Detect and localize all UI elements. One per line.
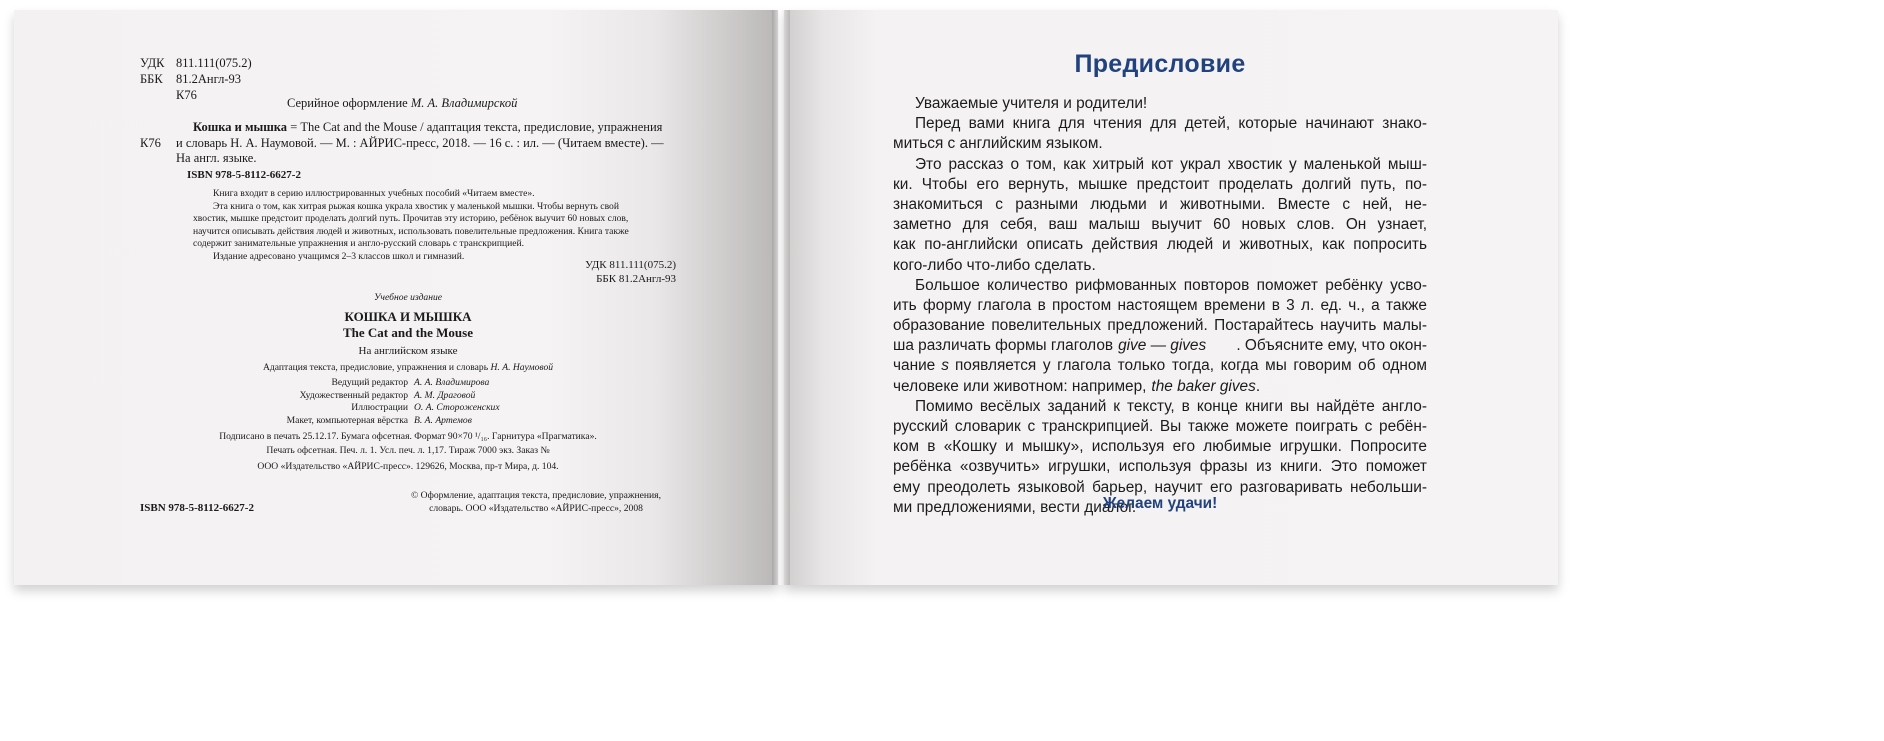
author-mark: К76 xyxy=(176,88,197,102)
credits xyxy=(230,377,590,427)
book-gutter xyxy=(772,10,790,585)
preface-line: Помимо весёлых заданий к тексту, в конце книги вы найдёте англо- xyxy=(915,397,1427,415)
preface-line: ки. Чтобы его вернуть, мышке предстоит проделать долгий путь, по- xyxy=(893,175,1427,193)
credit-role: Иллюстрации xyxy=(351,402,408,414)
isbn-top: ISBN 978-5-8112-6627-2 xyxy=(187,169,301,181)
bibliographic-line-3: На англ. языке. xyxy=(176,151,257,165)
annotation-line: содержит занимательные упражнения и англо-русский словарь с транскрипцией. xyxy=(193,238,525,250)
preface-line xyxy=(893,336,1427,356)
preface-line: ему преодолеть языковой барьер, научит его разговаривать небольши- xyxy=(893,478,1427,496)
preface-line: ми предложениями, вести диалог. xyxy=(893,498,1137,516)
annotation-line: Издание адресовано учащимся 2–3 классов школ и гимназий. xyxy=(213,250,465,262)
adaptation-prefix: Адаптация текста, предисловие, упражнения и словарь xyxy=(262,362,489,373)
credit-line xyxy=(230,415,590,428)
preface-segment: человеке или животном: например, xyxy=(893,377,1147,395)
preface-line: образование повелительных предложений. Постарайтесь научить малы- xyxy=(893,317,1427,335)
preface-line: Перед вами книга для чтения для детей, которые начинают знако- xyxy=(915,115,1427,133)
adaptation-line xyxy=(200,362,616,375)
preface-line: Уважаемые учителя и родители! xyxy=(915,95,1148,112)
print-info-line: ООО «Издательство «АЙРИС-пресс». 129626, Москва, пр-т Мира, д. 104. xyxy=(257,461,559,473)
udk-label: УДК xyxy=(140,56,165,70)
bbk-label: ББК xyxy=(140,72,163,86)
copyright-line: словарь. ООО «Издательство «АЙРИС-пресс», 2008 xyxy=(429,502,643,514)
credit-line xyxy=(230,390,590,403)
series-design-name: М. А. Владимирской xyxy=(410,96,518,110)
bbk-right: ББК 81.2Англ-93 xyxy=(596,273,676,285)
preface-line: заметно для себя, ваш малыш выучит 60 новых слов. Он узнает, xyxy=(893,216,1427,234)
bbk-value: 81.2Англ-93 xyxy=(176,72,241,86)
preface-segment: . Объясните ему, что окон- xyxy=(1236,337,1427,355)
credit-name: О. А. Стороженских xyxy=(414,402,500,414)
preface-line: миться с английским языком. xyxy=(893,135,1103,153)
annotation-line: Эта книга о том, как хитрая рыжая кошка украла хвостик у маленькой мышки. Чтобы вернуть свой xyxy=(213,200,619,212)
closing-wish: Желаем удачи! xyxy=(1102,495,1218,512)
preface-title: Предисловие xyxy=(1074,50,1246,78)
credit-line xyxy=(230,402,590,415)
preface-segment: чание xyxy=(893,357,936,375)
credit-line xyxy=(230,377,590,390)
credit-name: А. М. Драговой xyxy=(414,389,476,401)
credit-name: В. А. Артемов xyxy=(414,414,472,426)
annotation-line: хвостик, мышке предстоит проделать долгий путь. Прочитав эту историю, ребёнок выучит 60 новых слов, xyxy=(193,213,629,225)
preface-line xyxy=(893,377,1427,397)
preface-line: Это рассказ о том, как хитрый кот украл хвостик у маленькой мыш- xyxy=(915,155,1427,173)
preface-line xyxy=(893,356,1427,376)
preface-line: как по-английски описать действия людей и животных, как попросить xyxy=(893,236,1427,254)
adaptation-name: Н. А. Наумовой xyxy=(490,362,554,373)
preface-italic: the baker gives xyxy=(1151,377,1256,395)
edition-type: Учебное издание xyxy=(373,292,443,303)
credit-name: А. А. Владимирова xyxy=(414,377,490,388)
isbn-bottom: ISBN 978-5-8112-6627-2 xyxy=(140,502,254,514)
credit-role: Художественный редактор xyxy=(299,389,408,401)
bibliographic-mark: К76 xyxy=(140,136,161,150)
language-note: На английском языке xyxy=(358,345,458,357)
preface-line: кого-либо что-либо сделать. xyxy=(893,256,1096,274)
bibliographic-line-1-rest: = The Cat and the Mouse / адаптация текста, предисловие, упражнения xyxy=(287,120,663,134)
credit-role: Ведущий редактор xyxy=(331,377,408,388)
book-title-bold: Кошка и мышка xyxy=(193,120,288,134)
udk-right: УДК 811.111(075.2) xyxy=(585,259,676,271)
bibliographic-line-1 xyxy=(193,120,662,136)
series-design xyxy=(287,96,517,112)
print-info-line: Печать офсетная. Печ. л. 1. Усл. печ. л. 1,17. Тираж 7000 экз. Заказ № xyxy=(266,444,550,456)
copyright-line: © Оформление, адаптация текста, предисловие, упражнения, xyxy=(411,490,661,501)
preface-segment: появляется у глагола только тогда, когда мы говорим об одном xyxy=(954,357,1427,375)
print-info-line: Подписано в печать 25.12.17. Бумага офсетная. Формат 90×70 ¹/₁₆. Гарнитура «Прагматика». xyxy=(219,431,597,442)
preface-italic: s xyxy=(941,357,949,375)
annotation xyxy=(193,188,629,264)
print-info xyxy=(200,430,616,474)
preface-line: ребёнка «озвучить» игрушки, используя фразы из книги. Это поможет xyxy=(893,458,1427,476)
preface-line: русский словарик с транскрипцией. Вы также можете поиграть с ребён- xyxy=(893,418,1427,435)
annotation-line: Книга входит в серию иллюстрированных учебных пособий «Читаем вместе». xyxy=(213,188,535,199)
preface-line: ить форму глагола в простом настоящем времени в 3 л. ед. ч., а также xyxy=(893,296,1427,314)
series-design-prefix: Серийное оформление xyxy=(287,96,408,110)
preface-line: ком в «Кошку и мышку», используя его любимые игрушки. Попросите xyxy=(893,438,1427,456)
annotation-line: научится описывать действия людей и животных, использовать повелительные предложения. Книга также xyxy=(193,225,629,237)
udk-value: 811.111(075.2) xyxy=(176,56,252,70)
preface-line: Большое количество рифмованных повторов поможет ребёнку усво- xyxy=(915,276,1427,294)
title-ru: КОШКА И МЫШКА xyxy=(344,309,472,324)
preface-line: знакомиться с разными людьми и животными. Вместе с ней, не- xyxy=(893,195,1427,213)
preface-body xyxy=(893,94,1427,518)
copyright xyxy=(392,490,680,516)
bibliographic-line-2: и словарь Н. А. Наумовой. — М. : АЙРИС-пресс, 2018. — 16 с. : ил. — (Читаем вместе). — xyxy=(176,136,664,150)
title-en: The Cat and the Mouse xyxy=(342,325,473,340)
preface-segment: ша различать формы глаголов xyxy=(893,337,1114,355)
preface-italic: give — gives xyxy=(1118,337,1207,355)
preface-segment: . xyxy=(1255,377,1261,395)
credit-role: Макет, компьютерная вёрстка xyxy=(286,414,408,426)
